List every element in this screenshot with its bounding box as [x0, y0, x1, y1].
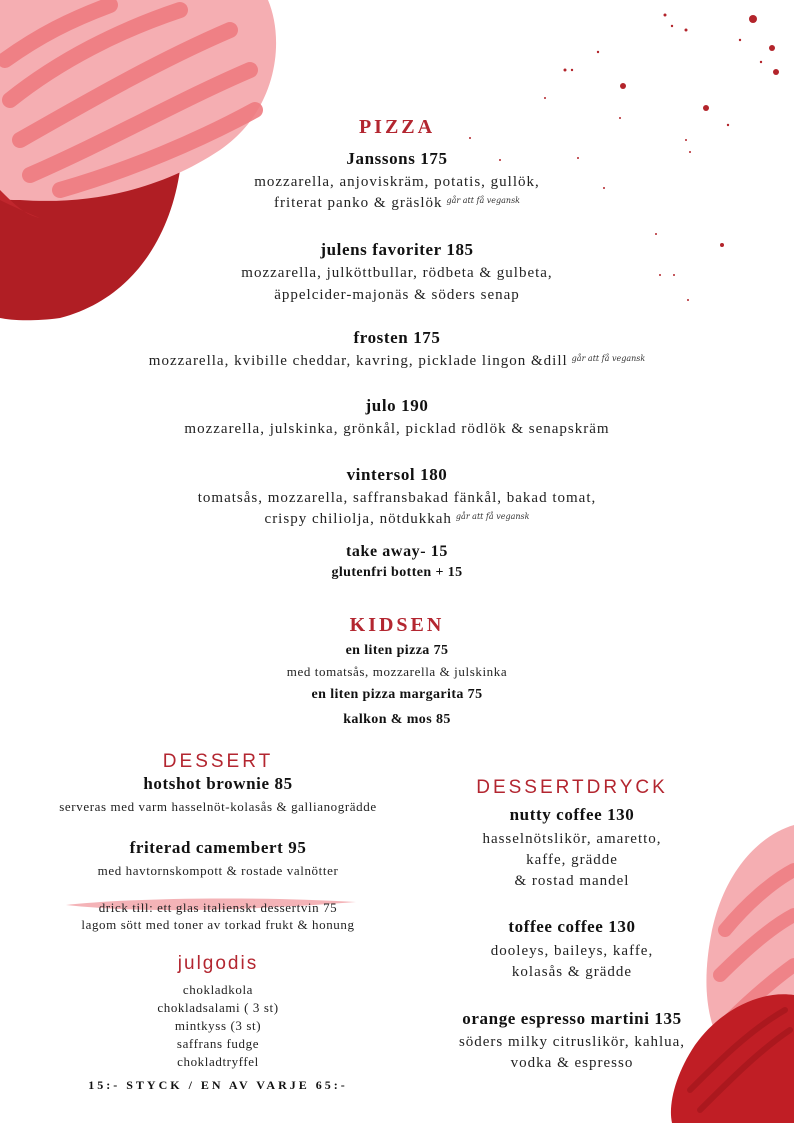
pizza-item-desc-line2	[0, 511, 794, 528]
pizza-item-desc: mozzarella, julskinka, grönkål, picklad rödlök & senapskräm	[184, 421, 610, 437]
pizza-item-desc-text: mozzarella, kvibille cheddar, kavring, picklade lingon &dill	[148, 353, 568, 369]
pizza-item-name: Janssons 175	[346, 149, 448, 168]
dessert-item-name: friterad camembert 95	[129, 838, 307, 857]
pizza-item-desc-text: crispy chiliolja, nötdukkah	[264, 511, 452, 527]
julgodis-item: chokladkola	[182, 982, 254, 997]
drink-pairing-desc: lagom sött med toner av torkad frukt & honung	[81, 917, 355, 932]
dessertdryck-item-desc: dooleys, baileys, kaffe,	[490, 943, 654, 959]
vegan-note: går att få vegansk	[455, 512, 530, 521]
drink-pairing: drick till: ett glas italienskt dessertvin 75	[98, 900, 338, 915]
dessertdryck-section-title: DESSERTDRYCK	[476, 777, 668, 798]
dessertdryck-item-name: orange espresso martini 135	[462, 1009, 682, 1028]
pizza-item-name: julens favoriter 185	[320, 240, 474, 259]
dessertdryck-item-desc: & rostad mandel	[514, 873, 630, 889]
pizza-item-desc-line2: äppelcider-majonäs & söders senap	[274, 287, 520, 303]
pizza-item-name: julo 190	[365, 396, 429, 415]
pizza-item-desc: mozzarella, anjoviskräm, potatis, gullök,	[254, 174, 540, 190]
dessertdryck-item-desc: vodka & espresso	[510, 1055, 634, 1071]
vegan-note: går att få vegansk	[571, 354, 646, 363]
dessertdryck-item-name: toffee coffee 130	[508, 917, 636, 936]
pizza-section-title: PIZZA	[358, 116, 436, 138]
dessertdryck-item-desc: kolasås & grädde	[511, 964, 633, 980]
kids-section-title: KIDSEN	[349, 614, 445, 636]
dessert-item-name: hotshot brownie 85	[143, 774, 293, 793]
julgodis-item: chokladtryffel	[177, 1054, 259, 1069]
dessert-section-title: DESSERT	[162, 751, 274, 772]
kids-item-desc: med tomatsås, mozzarella & julskinka	[286, 664, 508, 679]
julgodis-item: saffrans fudge	[176, 1036, 260, 1051]
kids-item-name: en liten pizza margarita 75	[311, 687, 483, 702]
julgodis-item: mintkyss (3 st)	[174, 1018, 262, 1033]
pizza-item-desc: mozzarella, julköttbullar, rödbeta & gulbeta,	[241, 265, 553, 281]
pizza-item-desc	[0, 353, 794, 370]
pizza-item-desc-text: friterat panko & gräslök	[273, 195, 443, 211]
dessertdryck-item-desc: hasselnötslikör, amaretto,	[482, 831, 662, 847]
dessert-item-desc: med havtornskompott & rostade valnötter	[97, 863, 339, 878]
dessert-item-desc: serveras med varm hasselnöt-kolasås & gallianogrädde	[59, 799, 377, 814]
julgodis-item: chokladsalami ( 3 st)	[157, 1000, 279, 1015]
dessertdryck-item-name: nutty coffee 130	[509, 805, 635, 824]
dessertdryck-item-desc: söders milky citruslikör, kahlua,	[458, 1034, 686, 1050]
kids-item-name: kalkon & mos 85	[343, 712, 451, 727]
julgodis-price-footer: 15:- STYCK / EN AV VARJE 65:-	[88, 1078, 348, 1092]
pizza-item-desc: tomatsås, mozzarella, saffransbakad fänkål, bakad tomat,	[197, 490, 597, 506]
takeaway-price: take away- 15	[345, 543, 448, 560]
pizza-item-name: frosten 175	[353, 328, 441, 347]
dessertdryck-item-desc: kaffe, grädde	[526, 852, 618, 868]
pizza-item-desc-line2	[0, 195, 794, 212]
vegan-note: går att få vegansk	[446, 196, 521, 205]
glutenfree-price: glutenfri botten + 15	[331, 565, 463, 580]
julgodis-section-title: julgodis	[177, 953, 259, 974]
pizza-item-name: vintersol 180	[346, 465, 448, 484]
kids-item-name: en liten pizza 75	[345, 643, 449, 658]
